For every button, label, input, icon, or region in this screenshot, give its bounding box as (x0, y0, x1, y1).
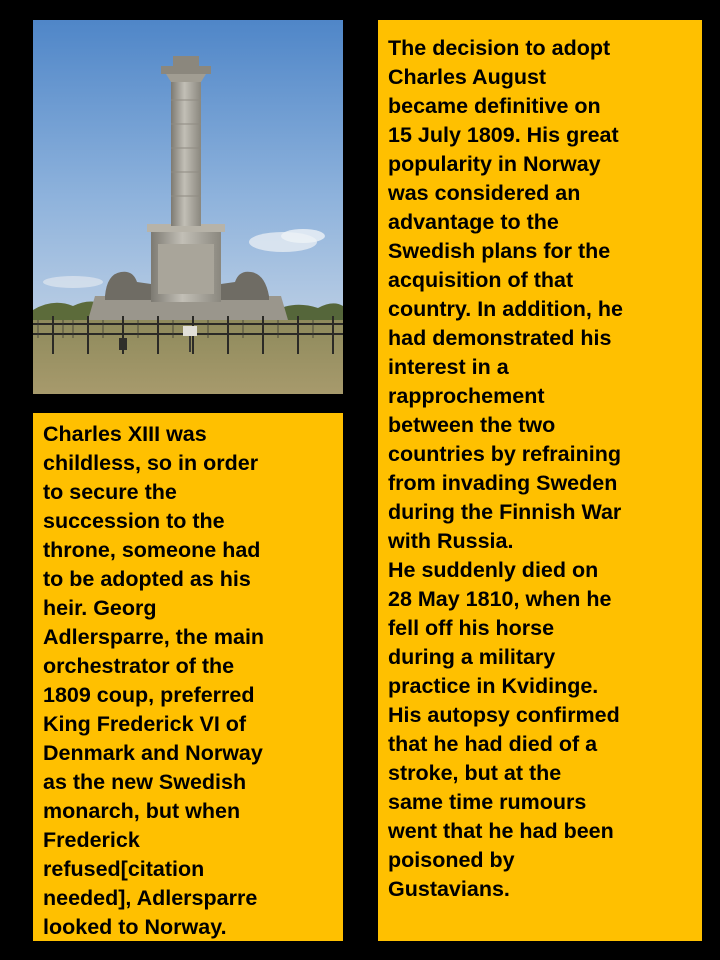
left-paragraph: Charles XIII was childless, so in order to secure the succession to the throne, someone had to be adopted as his heir. Georg Adlersparre, the main orchestrator of the 1809 coup, preferred King Frederick VI of Denmark and Norway as the new Swedish monarch, but when Frederick refused[citation needed], Adlersparre looked to Norway. (43, 422, 265, 939)
right-paragraph-2: He suddenly died on 28 May 1810, when he fell off his horse during a military practice in Kvidinge. His autopsy confirmed that he had died of a stroke, but at the same time rumours went that he had been poisoned by Gustavians. (388, 558, 620, 901)
right-paragraph-1: The decision to adopt Charles August became definitive on 15 July 1809. His great popularity in Norway was considered an advantage to the Swedish plans for the acquisition of that country. In addition, he had demonstrated his interest in a rapprochement between the two countries by refraining from invading Sweden during the Finnish War with Russia. (388, 36, 623, 553)
right-text-box (378, 20, 702, 941)
monument-photo-image (33, 20, 343, 394)
monument-photo (33, 20, 343, 394)
left-text-box (33, 413, 343, 941)
